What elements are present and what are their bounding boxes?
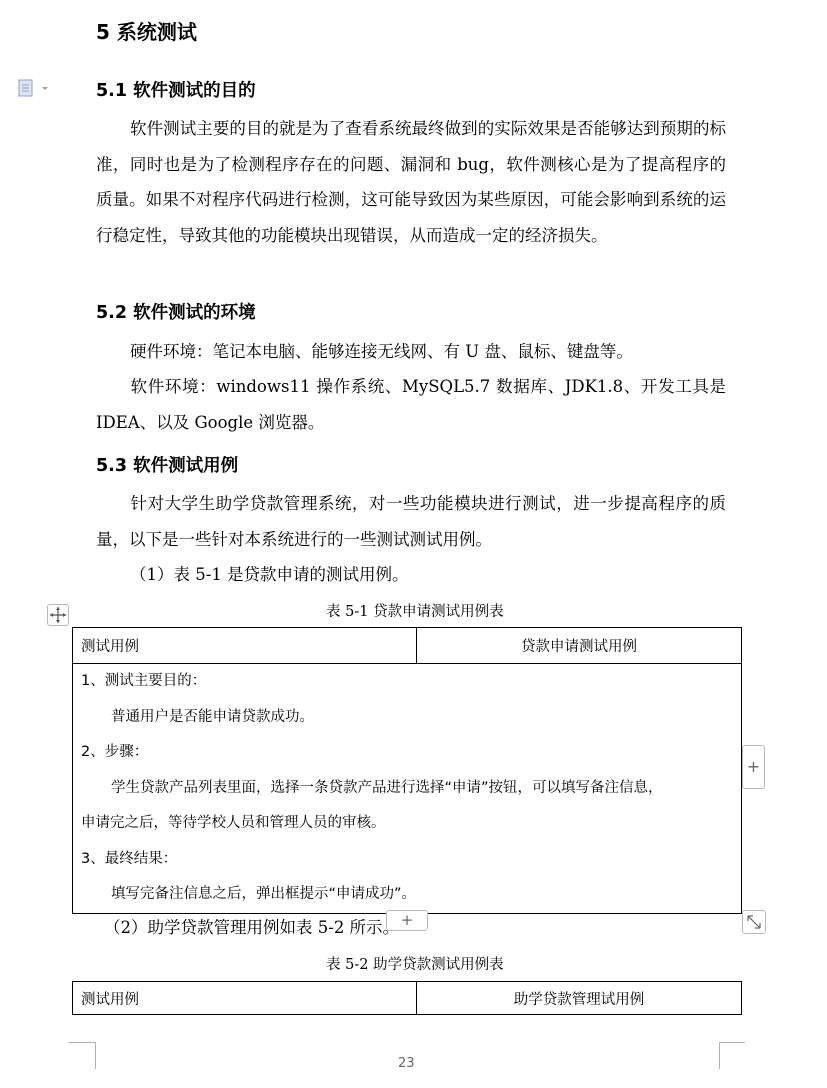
table-1-line: 1、测试主要目的： (81, 673, 207, 689)
table-1-header-left: 测试用例 (73, 628, 417, 664)
table-5-1-intro: （1）表 5-1 是贷款申请的测试用例。 (130, 565, 409, 584)
add-column-button[interactable] (742, 745, 765, 789)
table-1-line: 2、步骤： (81, 744, 149, 760)
table-5-2-caption: 表 5-2 助学贷款测试用例表 (326, 957, 504, 973)
table-1-line: 填写完备注信息之后，弹出框提示“申请成功”。 (111, 886, 417, 902)
table-1-line: 学生贷款产品列表里面，选择一条贷款产品进行选择“申请”按钮，可以填写备注信息， (111, 779, 663, 796)
page-number: 23 (398, 1056, 415, 1071)
table-1-line: 申请完之后，等待学校人员和管理人员的审核。 (81, 815, 386, 831)
table-2-header-left: 测试用例 (73, 982, 417, 1015)
software-env-paragraph: 软件环境：windows11 操作系统、MySQL5.7 数据库、JDK1.8、开发工具是 IDEA、以及 Google 浏览器。 (96, 377, 726, 432)
table-resize-handle[interactable] (742, 910, 766, 934)
table-1-body (73, 664, 742, 914)
table-move-handle[interactable] (47, 604, 69, 626)
section-5-1-paragraph: 软件测试主要的目的就是为了查看系统最终做到的实际效果是否能够达到预期的标准，同时也是为了检测程序存在的问题、漏洞和 bug，软件测核心是为了提高程序的质量。如果不对程序代码进行检测，这可能导致因为某些原因，可能会影响到系统的运行稳定性，导致其他的功能模块出现错误，从而造成一定的经济损失。 (96, 119, 726, 245)
section-5-3-paragraph: 针对大学生助学贷款管理系统，对一些功能模块进行测试，进一步提高程序的质量，以下是一些针对本系统进行的一些测试测试用例。 (96, 494, 726, 549)
document-icon (17, 78, 51, 98)
resize-icon (743, 911, 765, 933)
test-case-table-1 (72, 627, 742, 914)
table-2-header-right: 助学贷款管理试用例 (417, 982, 742, 1015)
plus-icon: + (746, 757, 761, 776)
document-nav-icon[interactable] (17, 78, 51, 98)
section-5-3-heading: 5.3 软件测试用例 (96, 456, 239, 476)
table-5-2-intro: （2）助学贷款管理用例如表 5-2 所示。 (104, 918, 400, 937)
move-icon (48, 605, 68, 625)
page-corner-mark (719, 1043, 746, 1069)
table-1-header-right: 贷款申请测试用例 (417, 628, 742, 664)
section-5-1-heading: 5.1 软件测试的目的 (96, 81, 256, 101)
table-1-line: 3、最终结果： (81, 850, 178, 867)
plus-icon: + (400, 911, 414, 929)
test-case-table-2 (72, 981, 742, 1015)
table-5-1-caption: 表 5-1 贷款申请测试用例表 (326, 604, 504, 620)
page-corner-mark (69, 1042, 96, 1043)
page-corner-mark (69, 1043, 96, 1069)
hardware-env-paragraph: 硬件环境：笔记本电脑、能够连接无线网、有 U 盘、鼠标、键盘等。 (130, 342, 633, 361)
chapter-title: 5 系统测试 (96, 20, 197, 44)
table-1-line: 普通用户是否能申请贷款成功。 (111, 708, 314, 725)
section-5-2-heading: 5.2 软件测试的环境 (96, 303, 256, 323)
page-corner-mark (719, 1042, 745, 1043)
